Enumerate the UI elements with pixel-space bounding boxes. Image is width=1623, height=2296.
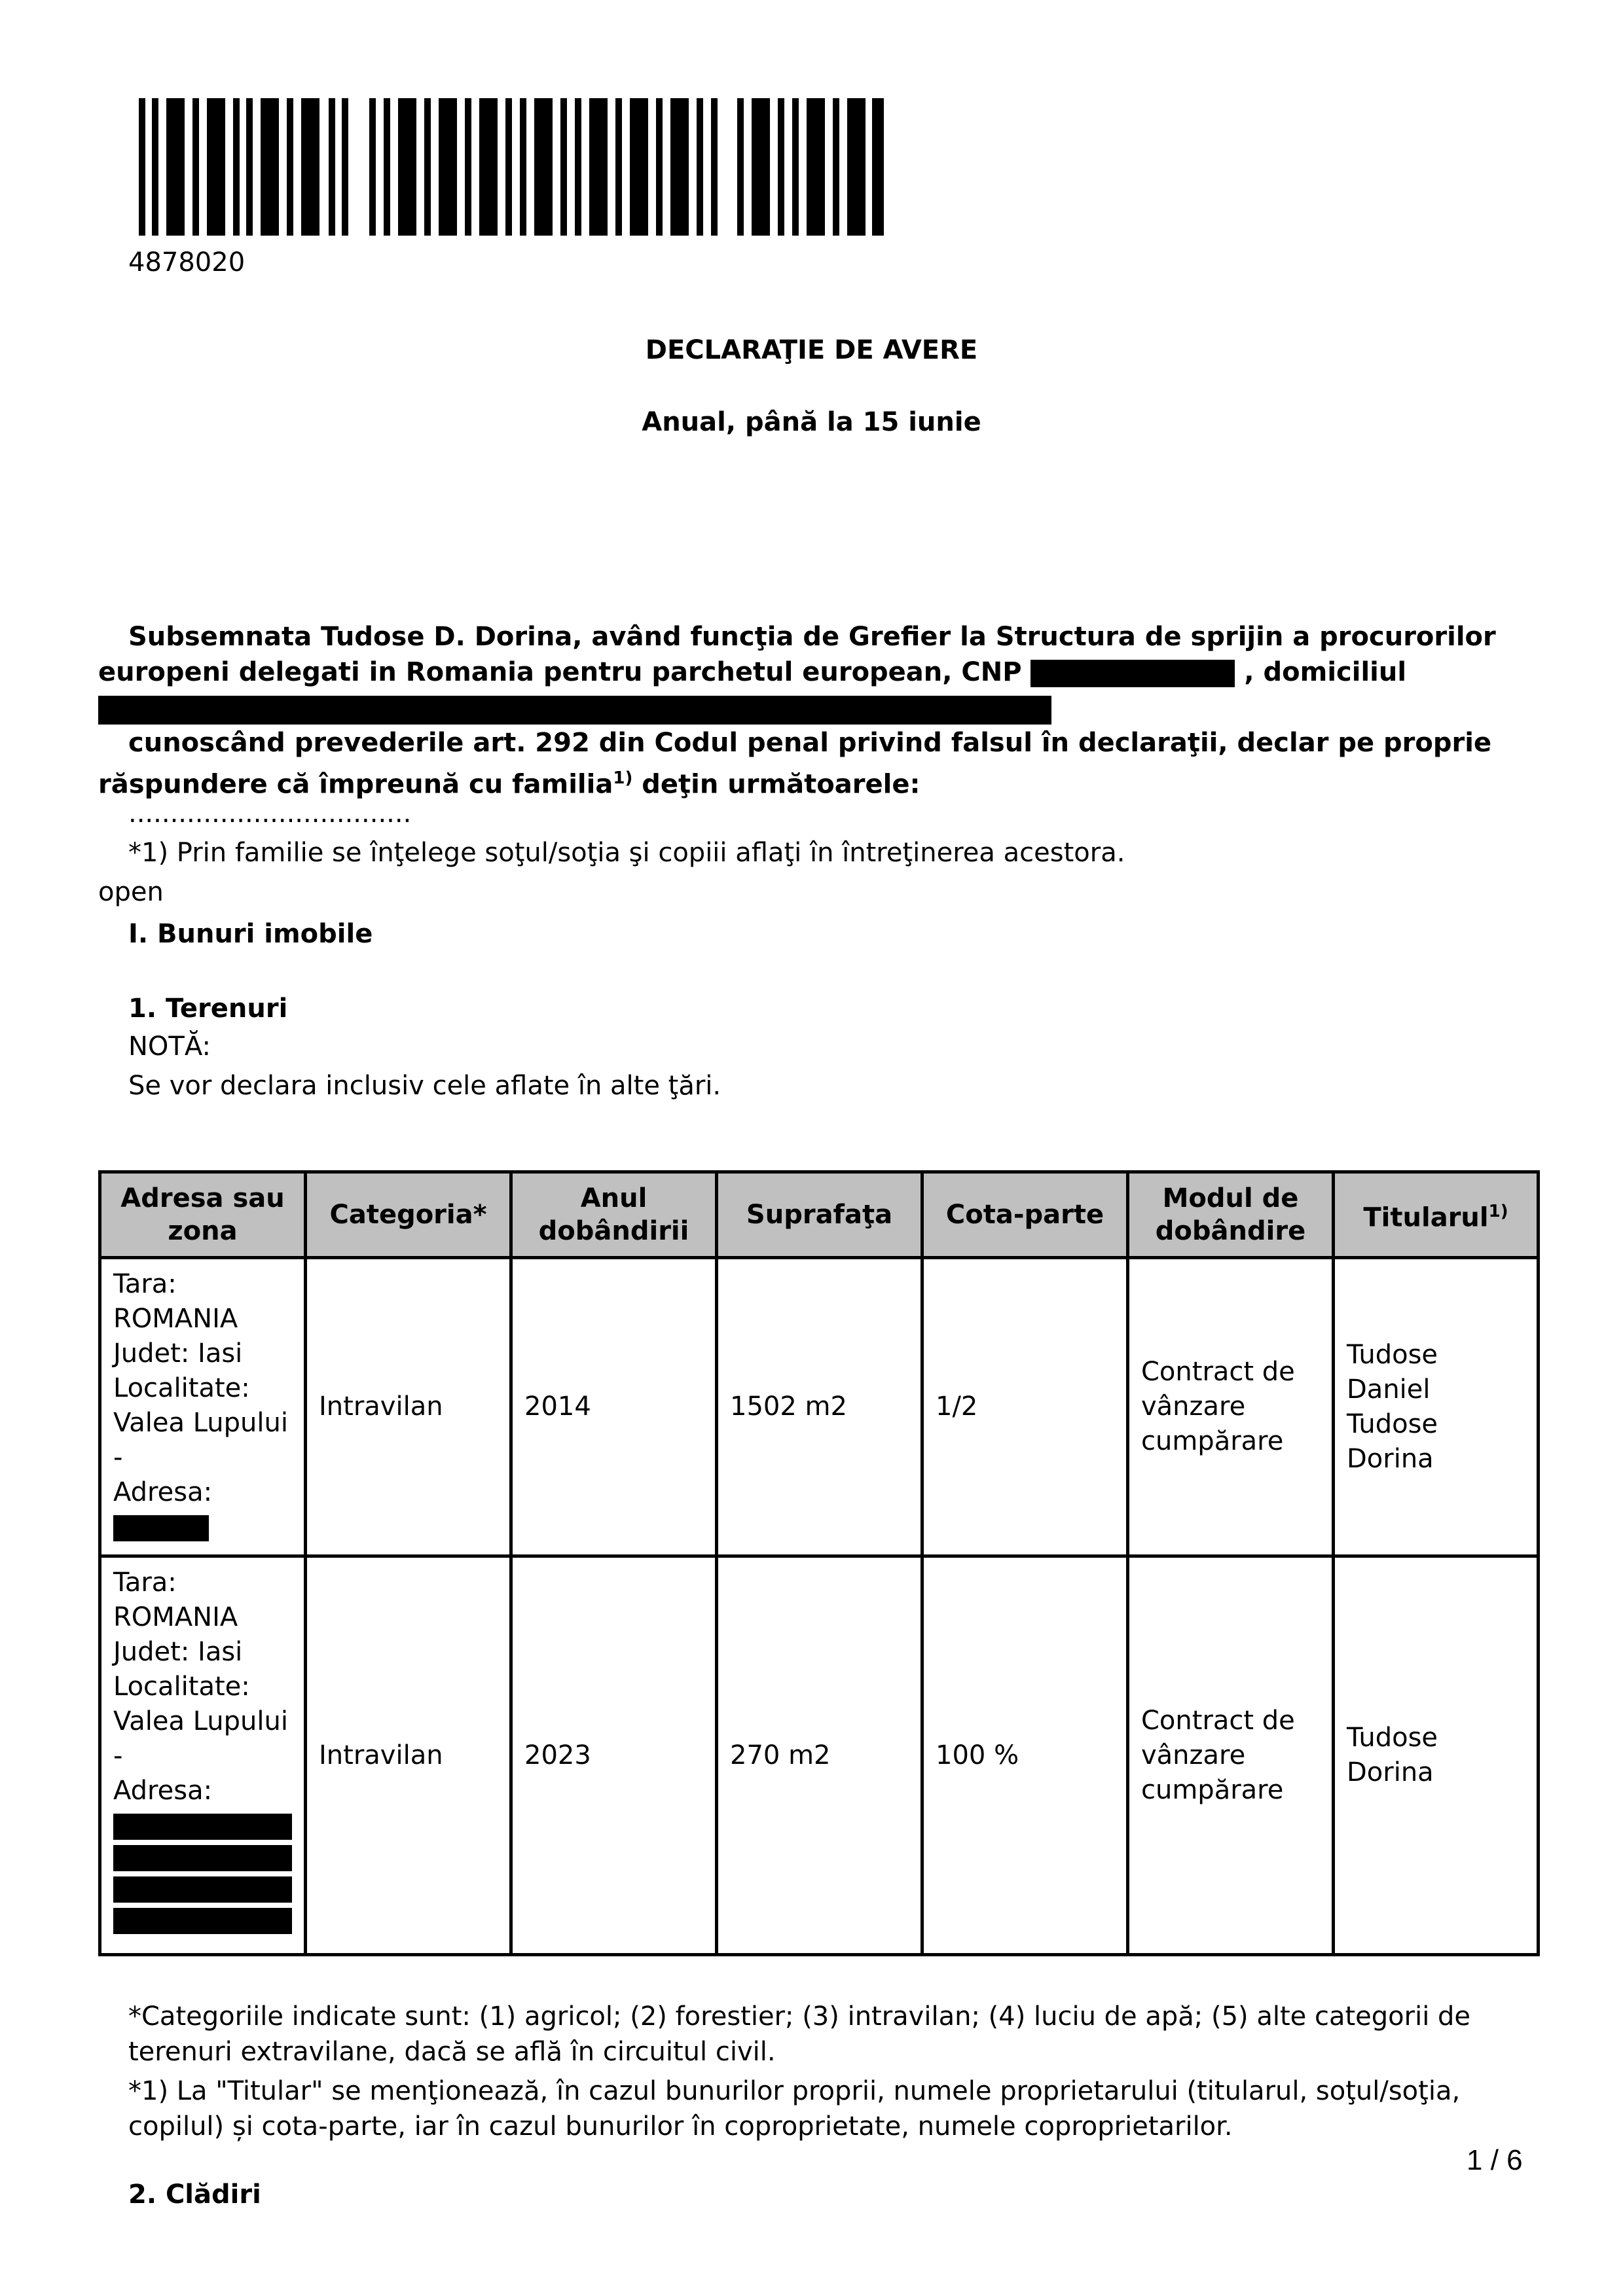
statement-line-2 bbox=[98, 655, 1539, 690]
barcode-number: 4878020 bbox=[128, 247, 246, 278]
cell-anul: 2023 bbox=[511, 1556, 717, 1955]
header-cota: Cota-parte bbox=[922, 1172, 1128, 1258]
statement-line-3: cunoscând prevederile art. 292 din Codul penal privind falsul în declaraţii, declar pe proprie bbox=[128, 728, 1492, 758]
cell-suprafata: 1502 m2 bbox=[717, 1258, 922, 1556]
cell-adresa bbox=[100, 1258, 306, 1556]
titular-note bbox=[98, 2073, 1539, 2144]
family-footnote: *1) Prin familie se înţelege soţul/soţia şi copiii aflaţi în întreţinerea acestora. bbox=[128, 838, 1125, 868]
cell-modul: Contract de vânzare cumpărare bbox=[1128, 1556, 1334, 1955]
nota-label: NOTĂ: bbox=[128, 1031, 211, 1062]
table-row bbox=[100, 1258, 1539, 1556]
header-adresa: Adresa sau zona bbox=[100, 1172, 306, 1258]
nota-text: Se vor declara inclusiv cele aflate în alte ţări. bbox=[128, 1071, 721, 1101]
declaration-statement bbox=[98, 619, 1539, 802]
redacted-address bbox=[98, 696, 1051, 725]
header-titularul bbox=[1334, 1172, 1539, 1258]
cell-judet: Judet: Iasi bbox=[113, 1338, 243, 1369]
cell-judet: Judet: Iasi bbox=[113, 1637, 243, 1667]
redacted-address-line bbox=[98, 690, 1539, 725]
document-title: DECLARAŢIE DE AVERE bbox=[645, 335, 978, 365]
header-anul: Anul dobândirii bbox=[511, 1172, 717, 1258]
header-modul: Modul de dobândire bbox=[1128, 1172, 1334, 1258]
header-categoria: Categoria* bbox=[306, 1172, 511, 1258]
header-titularul-text: Titularul bbox=[1363, 1202, 1489, 1233]
cell-tara: Tara: ROMANIA bbox=[113, 1568, 238, 1632]
redacted-address bbox=[113, 1814, 292, 1840]
footnote-ref: 1) bbox=[613, 768, 633, 788]
titular-note-text: *1) La "Titular" se menţionează, în cazul bunurilor proprii, numele proprietarului (titularul, soţul/soţia, copilul) și cota-parte, iar în cazul bunurilor în coproprietate, numele coproprietarilor. bbox=[128, 2076, 1461, 2142]
cell-adresa-label: Adresa: bbox=[113, 1776, 213, 1806]
cell-titular: Tudose Daniel Tudose Dorina bbox=[1334, 1258, 1539, 1556]
cell-adresa-label: Adresa: bbox=[113, 1477, 213, 1507]
cell-cota: 1/2 bbox=[922, 1258, 1128, 1556]
categorii-note bbox=[98, 1999, 1539, 2070]
header-suprafata: Suprafaţa bbox=[717, 1172, 922, 1258]
section-heading-bunuri: I. Bunuri imobile bbox=[128, 919, 373, 949]
document-subtitle: Anual, până la 15 iunie bbox=[642, 407, 981, 437]
cell-anul: 2014 bbox=[511, 1258, 717, 1556]
cell-localitate: Localitate: Valea Lupului - bbox=[113, 1373, 288, 1473]
cell-adresa bbox=[100, 1556, 306, 1955]
statement-line-4 bbox=[98, 761, 1539, 802]
cell-suprafata: 270 m2 bbox=[717, 1556, 922, 1955]
cell-titular: Tudose Dorina bbox=[1334, 1556, 1539, 1955]
cell-modul: Contract de vânzare cumpărare bbox=[1128, 1258, 1334, 1556]
categorii-note-text: *Categoriile indicate sunt: (1) agricol; (2) forestier; (3) intravilan; (4) luciu de apă; (5) alte categorii de terenuri extravilane, dacă se află în circuitul civil. bbox=[128, 2001, 1471, 2067]
redacted-address bbox=[113, 1845, 292, 1871]
cell-categoria: Intravilan bbox=[306, 1258, 511, 1556]
statement-line-4-end: deţin următoarele: bbox=[642, 769, 921, 800]
open-marker: open bbox=[98, 877, 164, 907]
table-header-row bbox=[100, 1172, 1539, 1258]
terenuri-table bbox=[98, 1170, 1540, 1956]
subheading-terenuri: 1. Terenuri bbox=[128, 994, 288, 1024]
subheading-cladiri: 2. Clădiri bbox=[128, 2179, 261, 2210]
cell-tara: Tara: ROMANIA bbox=[113, 1269, 238, 1334]
statement-line-4-text: răspundere că împreună cu familia bbox=[98, 769, 613, 800]
redacted-address bbox=[113, 1908, 292, 1934]
header-titularul-sup: 1) bbox=[1488, 1202, 1508, 1222]
redacted-address bbox=[113, 1876, 292, 1903]
statement-line-1: Subsemnata Tudose D. Dorina, având funcţia de Grefier la Structura de sprijin a procurorilor bbox=[128, 622, 1496, 652]
statement-line-2-text: europeni delegati in Romania pentru parchetul european, CNP bbox=[98, 657, 1022, 687]
cell-cota: 100 % bbox=[922, 1556, 1128, 1955]
cell-categoria: Intravilan bbox=[306, 1556, 511, 1955]
redacted-cnp bbox=[1030, 660, 1235, 687]
barcode bbox=[139, 98, 884, 236]
page-number: 1 / 6 bbox=[1467, 2144, 1523, 2176]
table-row bbox=[100, 1556, 1539, 1955]
dotted-line: .................................. bbox=[128, 798, 412, 829]
redacted-address bbox=[113, 1515, 209, 1541]
statement-line-2-end: , domiciliul bbox=[1244, 657, 1407, 687]
cell-localitate: Localitate: Valea Lupului - bbox=[113, 1672, 288, 1771]
